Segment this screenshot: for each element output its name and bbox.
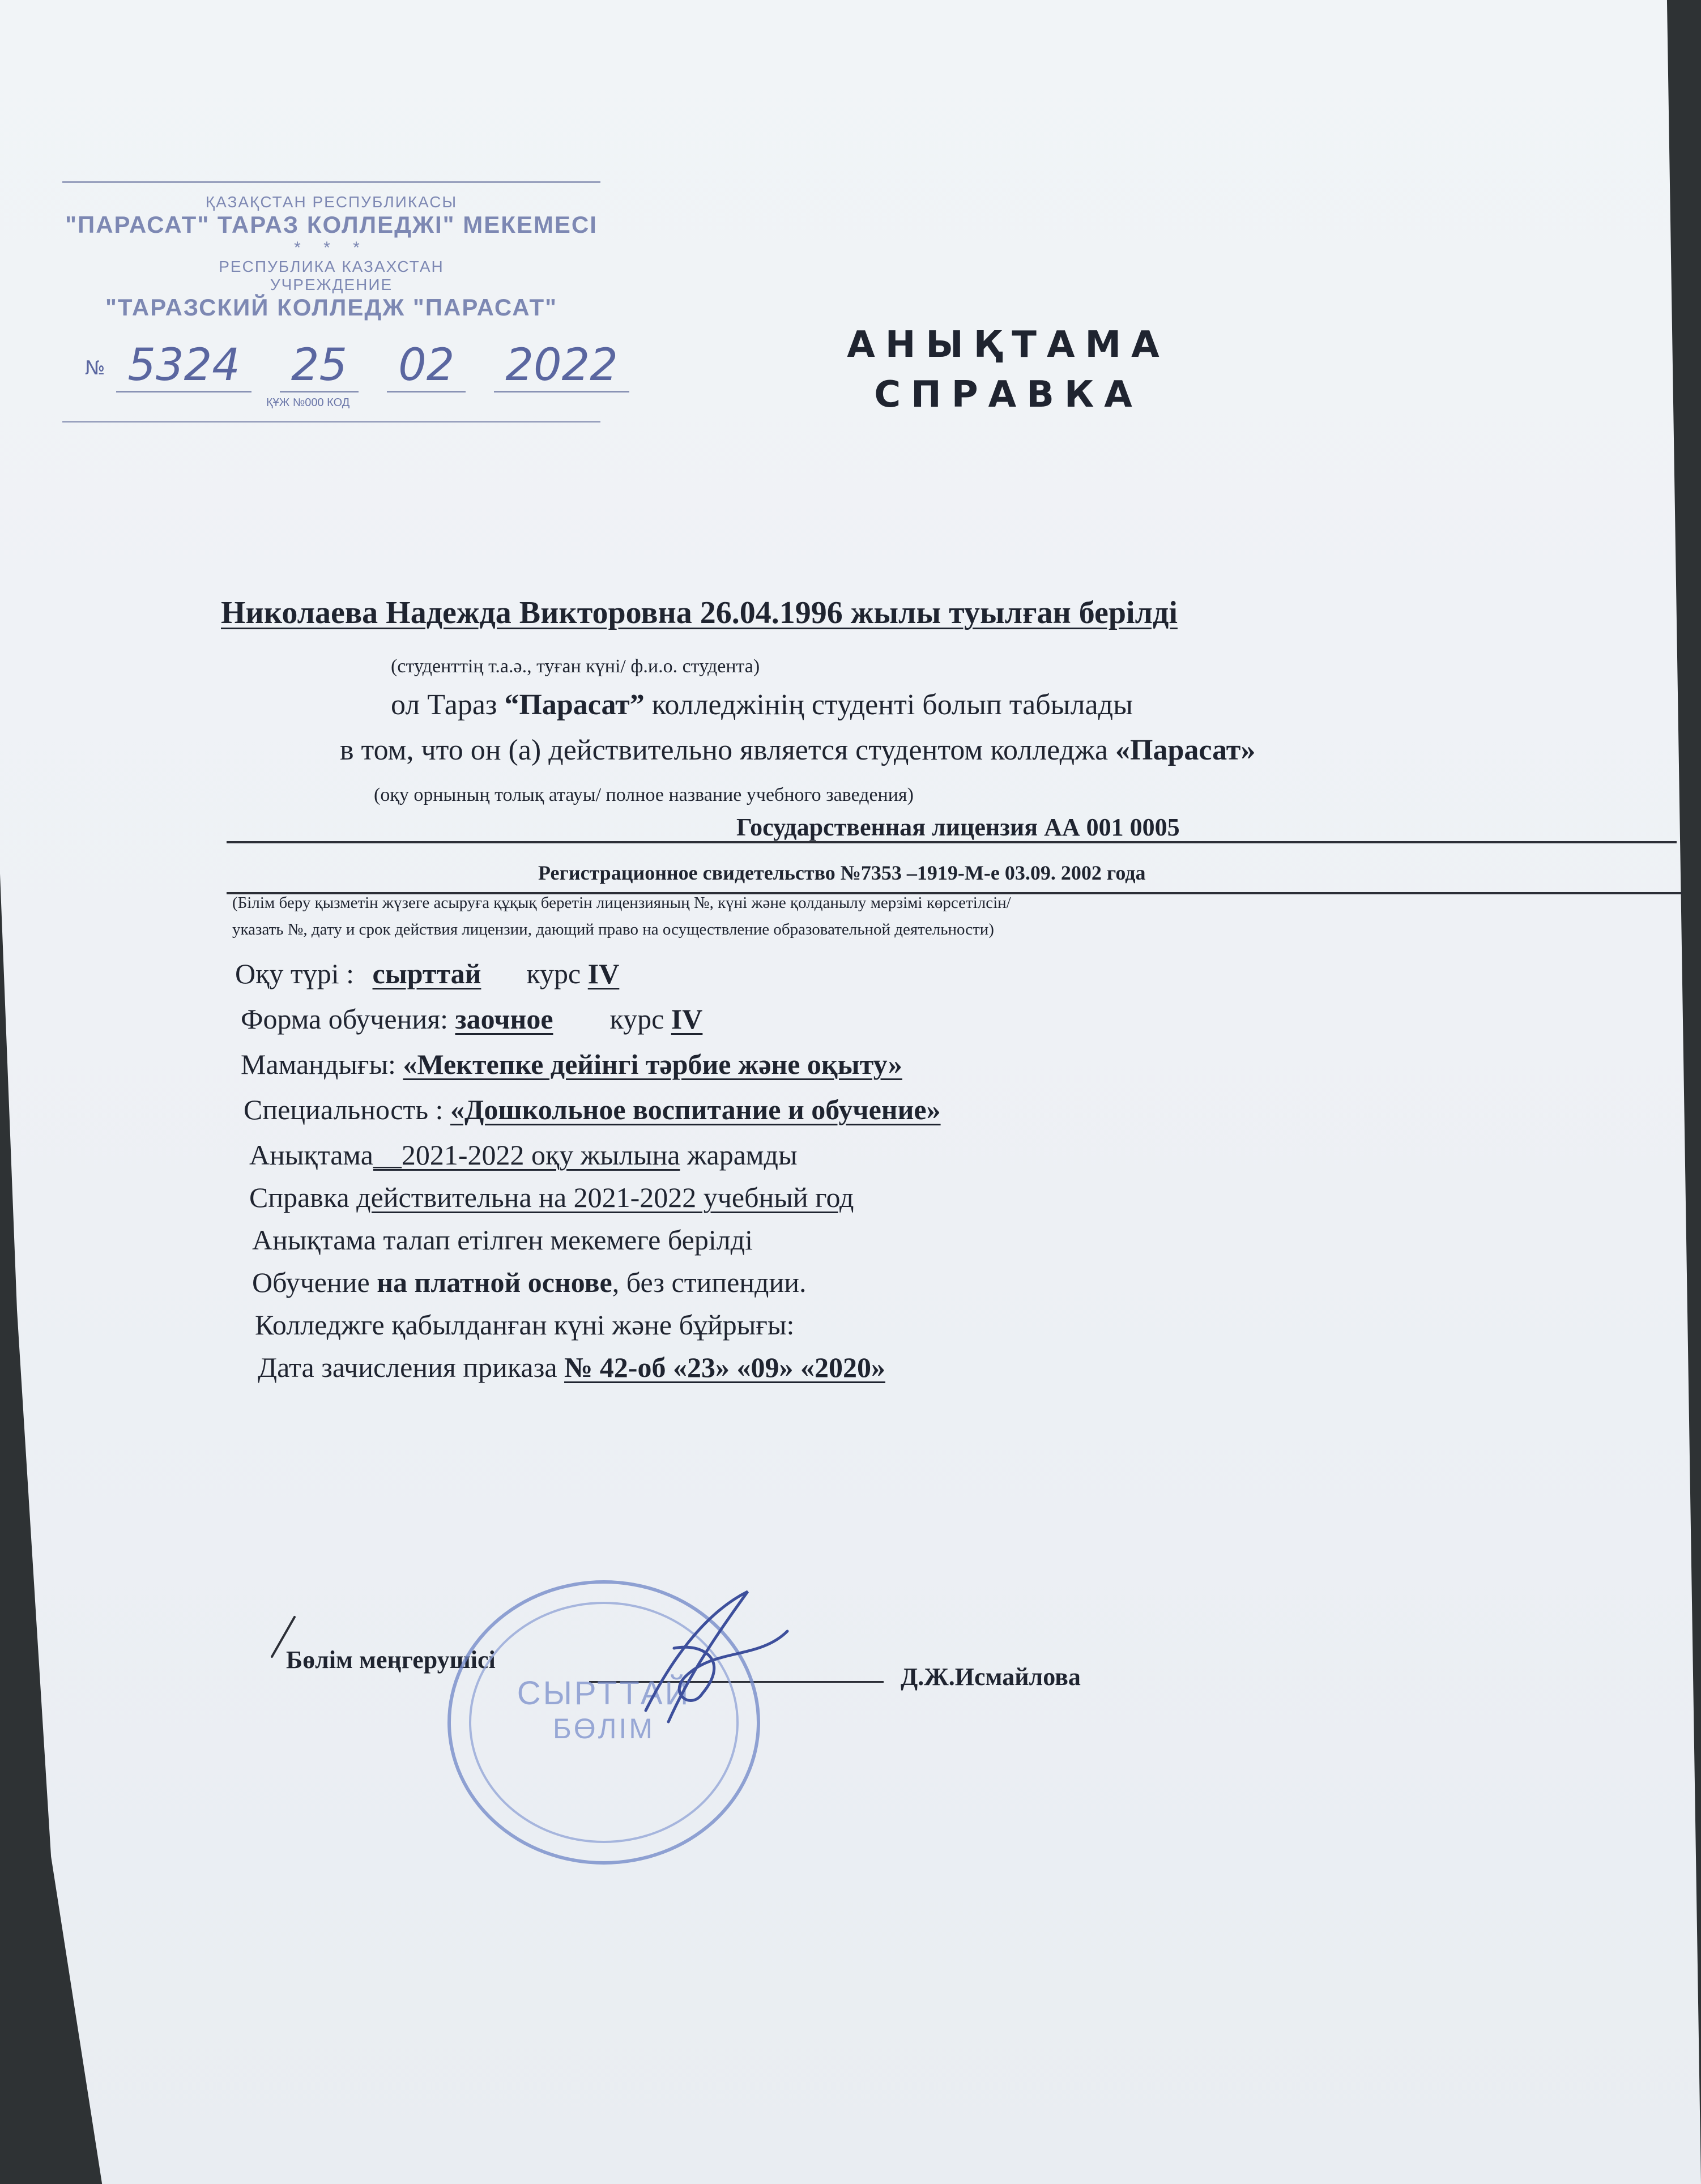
seal-line-2: БӨЛІМ: [552, 1713, 655, 1744]
ru-college-name: «Парасат»: [1115, 734, 1256, 766]
license-hint-2: указать №, дату и срок действия лицензии, дающий право на осуществление образовательной деятельности): [232, 920, 994, 939]
validity-kz: [249, 1138, 798, 1171]
admission-kz: Колледжге қабылданған күні және бұйрығы:: [255, 1309, 795, 1341]
stamp-date-month: 02: [387, 340, 466, 393]
name-hint: (студенттің т.а.ә., туған күні/ ф.и.о. студента): [391, 656, 760, 677]
stamp-stars: * * *: [294, 238, 369, 257]
stamp-number-date: [85, 340, 618, 391]
course-label-kz: курс: [526, 958, 588, 989]
specialty-ru-value: «Дошкольное воспитание и обучение»: [450, 1094, 941, 1125]
stamp-line-4: УЧРЕЖДЕНИЕ: [270, 276, 393, 293]
payment-basis-suffix: , без стипендии.: [612, 1266, 807, 1298]
validity-kz-label: Анықтама: [249, 1139, 373, 1171]
study-form-kz-label: Оқу түрі :: [235, 958, 361, 989]
study-form-ru-value: заочное: [455, 1003, 553, 1035]
specialty-kz-label: Мамандығы:: [241, 1048, 403, 1080]
course-value-kz: IV: [587, 958, 620, 989]
stamp-line-5: "ТАРАЗСКИЙ КОЛЛЕДЖ "ПАРАСАТ": [105, 294, 558, 321]
stamp-number: 5324: [116, 340, 251, 393]
seal-line-1: СЫРТТАЙ: [517, 1675, 691, 1712]
ru-status-prefix: в том, что он (а) действительно является студентом колледжа: [340, 734, 1116, 766]
stamp-date-year: 2022: [494, 340, 629, 393]
specialty-kz-value: «Мектепке дейінгі тәрбие және оқыту»: [403, 1048, 902, 1080]
stamp-line-2: "ПАРАСАТ" ТАРАЗ КОЛЛЕДЖІ" МЕКЕМЕСІ: [65, 211, 598, 238]
kz-status-line: [391, 688, 1133, 722]
kz-status-prefix: ол Тараз: [391, 689, 505, 721]
student-name-line: Николаева Надежда Викторовна 26.04.1996 жылы туылған берілді: [221, 595, 1178, 630]
signatory-name: Д.Ж.Исмайлова: [901, 1663, 1081, 1691]
study-form-kz-value: сырттай: [372, 958, 481, 989]
title-kz: АНЫҚТАМА: [847, 324, 1170, 366]
validity-ru-value: действительна на 2021-2022 учебный год: [356, 1181, 854, 1213]
institution-hint: (оқу орнының толық атауы/ полное название учебного заведения): [374, 784, 914, 805]
study-form-kz: [235, 957, 619, 990]
corner-mark: [266, 1614, 300, 1660]
admission-ru: [258, 1351, 885, 1384]
course-value-ru: IV: [671, 1003, 703, 1035]
stamp-line-1: ҚАЗАҚСТАН РЕСПУБЛИКАСЫ: [205, 193, 458, 211]
stamp-date-day: 25: [280, 340, 359, 393]
validity-ru: [249, 1181, 854, 1214]
specialty-kz: [241, 1048, 902, 1081]
stamp-note: ҚҰЖ №000 КОД: [266, 396, 350, 409]
validity-kz-value: __2021-2022 оқу жылына: [373, 1139, 680, 1171]
license-hint-1: (Білім беру қызметін жүзеге асыруға құқық беретін лицензияның №, күні және қолданылу мерзімі көрсетілсін/: [232, 894, 1011, 912]
signatory-position: Бөлім меңгерушісі: [286, 1646, 496, 1674]
payment-basis-value: на платной основе: [377, 1266, 612, 1298]
state-license: Государственная лицензия АА 001 0005: [736, 813, 1180, 841]
registration-certificate: Регистрационное свидетельство №7353 –1919-М-е 03.09. 2002 года: [538, 861, 1146, 884]
title-ru: СПРАВКА: [874, 374, 1142, 416]
payment-basis: [252, 1266, 807, 1299]
kz-status-suffix: колледжінің студенті болып табылады: [644, 689, 1133, 721]
study-form-ru: [241, 1003, 702, 1035]
specialty-ru: [244, 1093, 941, 1126]
validity-kz-suffix: жарамды: [680, 1139, 798, 1171]
issued-to-kz: Анықтама талап етілген мекемеге берілді: [252, 1224, 753, 1256]
specialty-ru-label: Специальность :: [244, 1094, 450, 1125]
admission-order: № 42-об «23» «09» «2020»: [564, 1351, 885, 1383]
handwritten-signature: [634, 1580, 804, 1727]
ru-status-line: [340, 733, 1255, 767]
admission-ru-label: Дата зачисления приказа: [258, 1351, 565, 1383]
study-form-ru-label: Форма обучения:: [241, 1003, 455, 1035]
course-label-ru: курс: [609, 1003, 671, 1035]
page-title: [804, 320, 1212, 420]
stamp-line-3: РЕСПУБЛИКА КАЗАХСТАН: [219, 258, 444, 275]
stamp-number-label: №: [85, 356, 105, 379]
validity-ru-label: Справка: [249, 1181, 357, 1213]
payment-basis-prefix: Обучение: [252, 1266, 377, 1298]
kz-college-name: “Парасат”: [504, 689, 645, 721]
